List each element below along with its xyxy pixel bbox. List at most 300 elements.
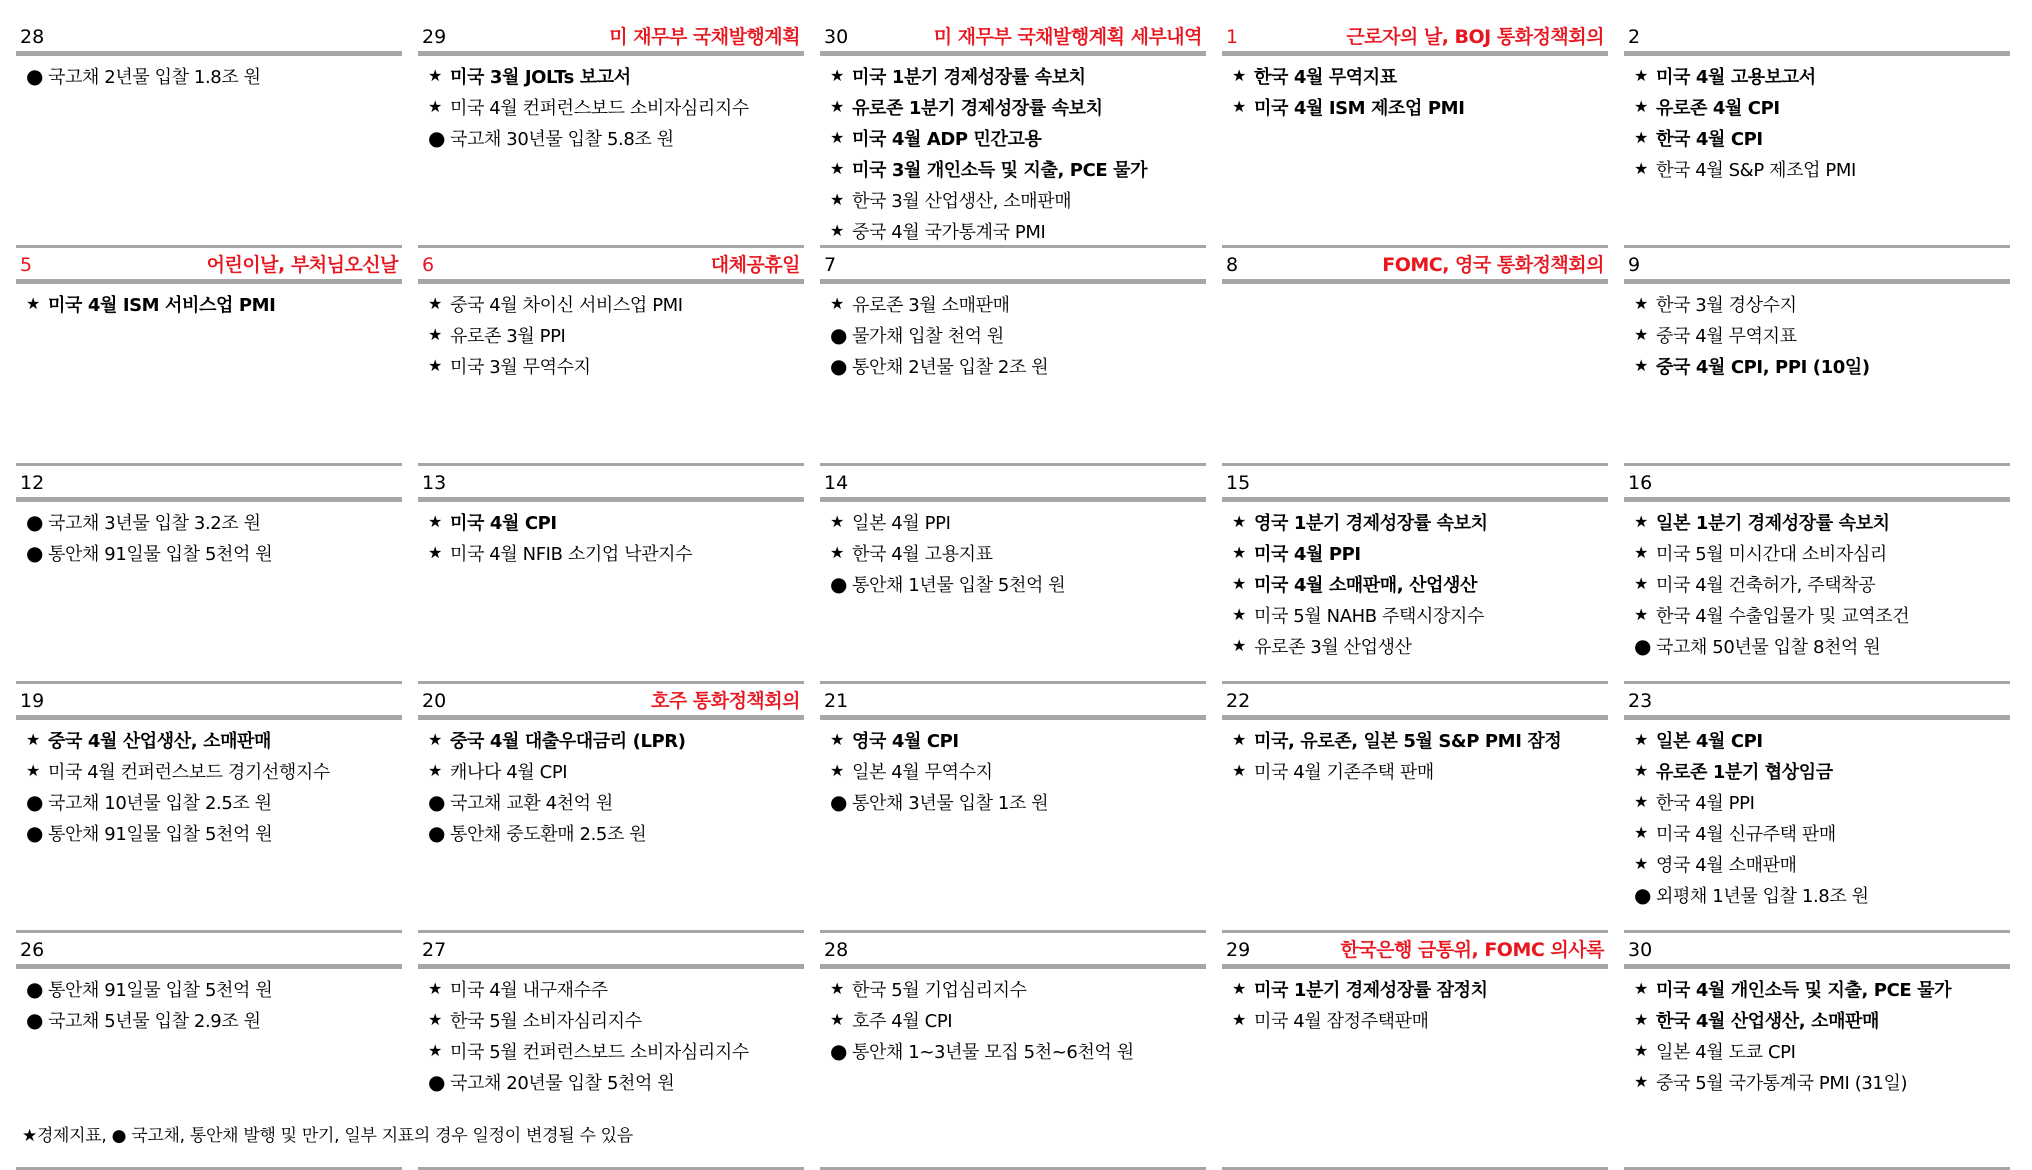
event-text: 영국 4월 소매판매 — [1656, 854, 1797, 876]
indicator-star-icon: ★ — [428, 512, 442, 531]
day-header — [418, 248, 804, 284]
event-item — [428, 288, 804, 319]
event-item — [830, 60, 1206, 91]
event-item — [830, 215, 1206, 246]
calendar-day-cell — [16, 20, 402, 248]
bond-dot-icon: ● — [26, 1007, 44, 1032]
event-item — [428, 60, 804, 91]
event-text: 중국 4월 산업생산, 소매판매 — [48, 730, 272, 752]
indicator-star-icon: ★ — [1232, 1010, 1246, 1029]
calendar-day-cell — [16, 466, 402, 684]
bond-dot-icon: ● — [26, 540, 44, 565]
event-item — [830, 755, 1206, 786]
event-item — [26, 817, 402, 848]
indicator-star-icon: ★ — [428, 1010, 442, 1029]
event-text: 미국 3월 JOLTs 보고서 — [450, 66, 631, 88]
day-header — [1624, 466, 2010, 502]
day-header — [820, 933, 1206, 969]
event-list — [1624, 969, 2010, 1097]
day-number: 12 — [20, 472, 45, 494]
day-header — [1624, 684, 2010, 720]
event-item — [830, 319, 1206, 350]
event-text: 미국 5월 컨퍼런스보드 소비자심리지수 — [450, 1041, 749, 1063]
indicator-star-icon: ★ — [830, 159, 844, 178]
indicator-star-icon: ★ — [428, 325, 442, 344]
day-number: 8 — [1226, 254, 1239, 276]
day-number: 28 — [20, 26, 45, 48]
indicator-star-icon: ★ — [830, 97, 844, 116]
indicator-star-icon: ★ — [830, 543, 844, 562]
event-text: 중국 4월 무역지표 — [1656, 325, 1797, 347]
event-item — [830, 568, 1206, 599]
event-text: 국고채 2년물 입찰 1.8조 원 — [48, 66, 261, 88]
event-item — [1634, 848, 2010, 879]
calendar-day-cell — [1624, 248, 2010, 466]
event-text: 미국 3월 개인소득 및 지출, PCE 물가 — [852, 159, 1148, 181]
calendar-day-cell — [418, 684, 804, 933]
event-text: 한국 4월 고용지표 — [852, 543, 993, 565]
event-text: 유로존 4월 CPI — [1656, 97, 1780, 119]
event-item — [428, 786, 804, 817]
calendar-day-cell — [1624, 933, 2010, 1170]
day-title: 한국은행 금통위, FOMC 의사록 — [1340, 939, 1604, 961]
indicator-star-icon: ★ — [830, 979, 844, 998]
day-number: 21 — [824, 690, 849, 712]
bond-dot-icon: ● — [830, 1038, 848, 1063]
bond-dot-icon: ● — [1634, 633, 1652, 658]
event-item — [830, 537, 1206, 568]
event-item — [428, 122, 804, 153]
event-item — [830, 153, 1206, 184]
day-title: 호주 통화정책회의 — [651, 690, 800, 712]
event-text: 일본 4월 도쿄 CPI — [1656, 1041, 1796, 1063]
day-header — [16, 466, 402, 502]
event-item — [428, 1066, 804, 1097]
event-text: 중국 4월 대출우대금리 (LPR) — [450, 730, 686, 752]
day-number: 28 — [824, 939, 849, 961]
day-number: 16 — [1628, 472, 1653, 494]
indicator-star-icon: ★ — [830, 730, 844, 749]
event-list — [1624, 284, 2010, 381]
bond-dot-icon: ● — [428, 125, 446, 150]
event-text: 한국 3월 산업생산, 소매판매 — [852, 190, 1072, 212]
day-number: 14 — [824, 472, 849, 494]
bond-dot-icon: ● — [830, 789, 848, 814]
event-text: 국고채 20년물 입찰 5천억 원 — [450, 1072, 675, 1094]
day-header — [1222, 933, 1608, 969]
bond-dot-icon: ● — [1634, 882, 1652, 907]
indicator-star-icon: ★ — [428, 761, 442, 780]
indicator-star-icon: ★ — [830, 128, 844, 147]
indicator-star-icon: ★ — [830, 221, 844, 240]
event-text: 미국 4월 건축허가, 주택착공 — [1656, 574, 1876, 596]
event-text: 한국 4월 CPI — [1656, 128, 1763, 150]
indicator-star-icon: ★ — [1634, 128, 1648, 147]
event-item — [830, 1004, 1206, 1035]
indicator-star-icon: ★ — [1634, 325, 1648, 344]
event-item — [428, 724, 804, 755]
day-title: 어린이날, 부처님오신날 — [206, 254, 398, 276]
day-number: 7 — [824, 254, 837, 276]
indicator-star-icon: ★ — [1634, 574, 1648, 593]
day-header — [820, 466, 1206, 502]
day-number: 13 — [422, 472, 447, 494]
calendar-day-cell — [1624, 20, 2010, 248]
day-number: 30 — [1628, 939, 1653, 961]
bond-dot-icon: ● — [26, 976, 44, 1001]
event-text: 통안채 91일물 입찰 5천억 원 — [48, 979, 273, 1001]
event-list — [16, 720, 402, 848]
indicator-star-icon: ★ — [1232, 66, 1246, 85]
day-header — [418, 20, 804, 56]
event-item — [1634, 817, 2010, 848]
indicator-star-icon: ★ — [26, 761, 40, 780]
day-header — [1222, 20, 1608, 56]
indicator-star-icon: ★ — [1634, 97, 1648, 116]
calendar-day-cell — [418, 466, 804, 684]
day-header — [16, 248, 402, 284]
event-text: 영국 4월 CPI — [852, 730, 959, 752]
event-item — [830, 1035, 1206, 1066]
event-text: 미국 4월 기존주택 판매 — [1254, 761, 1434, 783]
event-item — [830, 122, 1206, 153]
indicator-star-icon: ★ — [1232, 979, 1246, 998]
day-header — [16, 684, 402, 720]
event-item — [1634, 319, 2010, 350]
event-text: 중국 4월 국가통계국 PMI — [852, 221, 1046, 243]
calendar-day-cell — [1624, 466, 2010, 684]
event-list — [16, 969, 402, 1035]
event-item — [26, 786, 402, 817]
event-text: 한국 4월 수출입물가 및 교역조건 — [1656, 605, 1910, 627]
event-item — [1634, 786, 2010, 817]
day-header — [820, 684, 1206, 720]
event-item — [1634, 153, 2010, 184]
event-list — [1624, 502, 2010, 661]
event-text: 일본 4월 무역수지 — [852, 761, 993, 783]
indicator-star-icon: ★ — [1232, 761, 1246, 780]
indicator-star-icon: ★ — [1634, 761, 1648, 780]
indicator-star-icon: ★ — [428, 294, 442, 313]
calendar-day-cell — [820, 466, 1206, 684]
event-item — [1634, 60, 2010, 91]
indicator-star-icon: ★ — [830, 190, 844, 209]
indicator-star-icon: ★ — [1634, 605, 1648, 624]
event-item — [428, 91, 804, 122]
event-item — [1634, 973, 2010, 1004]
event-item — [1232, 506, 1608, 537]
indicator-star-icon: ★ — [428, 543, 442, 562]
event-item — [428, 973, 804, 1004]
indicator-star-icon: ★ — [1634, 1041, 1648, 1060]
event-list — [820, 969, 1206, 1066]
event-text: 미국 4월 NFIB 소기업 낙관지수 — [450, 543, 693, 565]
indicator-star-icon: ★ — [428, 1041, 442, 1060]
event-text: 중국 5월 국가통계국 PMI (31일) — [1656, 1072, 1908, 1094]
event-item — [428, 319, 804, 350]
day-header — [1624, 248, 2010, 284]
event-item — [830, 288, 1206, 319]
bond-dot-icon: ● — [830, 571, 848, 596]
event-item — [1232, 60, 1608, 91]
day-number: 23 — [1628, 690, 1653, 712]
indicator-star-icon: ★ — [830, 1010, 844, 1029]
event-text: 미국 4월 ISM 제조업 PMI — [1254, 97, 1465, 119]
event-list — [418, 720, 804, 848]
bond-dot-icon: ● — [26, 509, 44, 534]
calendar-day-cell — [1222, 933, 1608, 1170]
day-number: 26 — [20, 939, 45, 961]
event-item — [428, 817, 804, 848]
indicator-star-icon: ★ — [1232, 636, 1246, 655]
event-text: 미국 4월 신규주택 판매 — [1656, 823, 1836, 845]
day-header — [16, 933, 402, 969]
event-text: 미국 4월 ADP 민간고용 — [852, 128, 1042, 150]
event-text: 한국 4월 S&P 제조업 PMI — [1656, 159, 1856, 181]
indicator-star-icon: ★ — [830, 294, 844, 313]
event-item — [1232, 755, 1608, 786]
day-header — [1222, 248, 1608, 284]
calendar-day-cell — [1222, 466, 1608, 684]
calendar-day-cell — [418, 248, 804, 466]
event-text: 통안채 중도환매 2.5조 원 — [450, 823, 647, 845]
event-item — [1634, 1066, 2010, 1097]
event-text: 중국 4월 차이신 서비스업 PMI — [450, 294, 683, 316]
event-item — [26, 60, 402, 91]
indicator-star-icon: ★ — [830, 761, 844, 780]
day-number: 2 — [1628, 26, 1641, 48]
event-item — [1634, 91, 2010, 122]
event-text: 영국 1분기 경제성장률 속보치 — [1254, 512, 1488, 534]
indicator-star-icon: ★ — [1634, 792, 1648, 811]
calendar-day-cell — [1222, 248, 1608, 466]
indicator-star-icon: ★ — [1232, 605, 1246, 624]
event-text: 국고채 교환 4천억 원 — [450, 792, 613, 814]
event-item — [830, 350, 1206, 381]
indicator-star-icon: ★ — [1232, 512, 1246, 531]
event-text: 국고채 30년물 입찰 5.8조 원 — [450, 128, 674, 150]
event-item — [1634, 1035, 2010, 1066]
event-text: 국고채 3년물 입찰 3.2조 원 — [48, 512, 261, 534]
day-header — [418, 466, 804, 502]
event-text: 중국 4월 CPI, PPI (10일) — [1656, 356, 1870, 378]
event-text: 일본 1분기 경제성장률 속보치 — [1656, 512, 1890, 534]
indicator-star-icon: ★ — [1634, 730, 1648, 749]
indicator-star-icon: ★ — [1634, 66, 1648, 85]
event-text: 국고채 5년물 입찰 2.9조 원 — [48, 1010, 261, 1032]
event-text: 미국 4월 잠정주택판매 — [1254, 1010, 1429, 1032]
event-item — [1634, 350, 2010, 381]
indicator-star-icon: ★ — [1634, 823, 1648, 842]
indicator-star-icon: ★ — [1634, 854, 1648, 873]
event-item — [1634, 506, 2010, 537]
event-item — [26, 724, 402, 755]
event-text: 캐나다 4월 CPI — [450, 761, 568, 783]
event-item — [26, 506, 402, 537]
indicator-star-icon: ★ — [428, 730, 442, 749]
calendar-day-cell — [820, 248, 1206, 466]
day-number: 29 — [1226, 939, 1251, 961]
event-text: 한국 4월 산업생산, 소매판매 — [1656, 1010, 1880, 1032]
event-text: 한국 4월 무역지표 — [1254, 66, 1397, 88]
event-item — [830, 506, 1206, 537]
event-text: 미국 4월 개인소득 및 지출, PCE 물가 — [1656, 979, 1952, 1001]
event-list — [1222, 502, 1608, 661]
indicator-star-icon: ★ — [1232, 97, 1246, 116]
day-number: 15 — [1226, 472, 1251, 494]
event-text: 미국 1분기 경제성장률 잠정치 — [1254, 979, 1488, 1001]
day-number: 29 — [422, 26, 447, 48]
event-item — [428, 1035, 804, 1066]
event-item — [1634, 1004, 2010, 1035]
event-text: 일본 4월 PPI — [852, 512, 951, 534]
calendar-day-cell — [820, 20, 1206, 248]
indicator-star-icon: ★ — [1634, 1010, 1648, 1029]
day-header — [1624, 933, 2010, 969]
event-text: 호주 4월 CPI — [852, 1010, 953, 1032]
event-text: 유로존 3월 PPI — [450, 325, 566, 347]
event-item — [1232, 630, 1608, 661]
event-item — [428, 755, 804, 786]
bond-dot-icon: ● — [428, 820, 446, 845]
indicator-star-icon: ★ — [428, 979, 442, 998]
event-item — [830, 724, 1206, 755]
event-list — [16, 502, 402, 568]
event-item — [1634, 724, 2010, 755]
event-item — [26, 537, 402, 568]
event-text: 미국 1분기 경제성장률 속보치 — [852, 66, 1086, 88]
indicator-star-icon: ★ — [428, 356, 442, 375]
event-item — [830, 91, 1206, 122]
event-text: 일본 4월 CPI — [1656, 730, 1763, 752]
event-text: 통안채 91일물 입찰 5천억 원 — [48, 543, 273, 565]
event-text: 미국 3월 무역수지 — [450, 356, 591, 378]
event-text: 미국 5월 NAHB 주택시장지수 — [1254, 605, 1484, 627]
event-list — [1222, 284, 1608, 288]
event-text: 한국 5월 기업심리지수 — [852, 979, 1027, 1001]
day-title: 미 재무부 국채발행계획 세부내역 — [933, 26, 1202, 48]
day-header — [820, 20, 1206, 56]
indicator-star-icon: ★ — [428, 97, 442, 116]
day-header — [820, 248, 1206, 284]
event-list — [418, 284, 804, 381]
indicator-star-icon: ★ — [428, 66, 442, 85]
calendar-day-cell — [418, 20, 804, 248]
event-list — [820, 284, 1206, 381]
event-text: 유로존 3월 산업생산 — [1254, 636, 1412, 658]
event-list — [418, 56, 804, 153]
event-item — [1232, 973, 1608, 1004]
event-list — [418, 969, 804, 1097]
event-list — [1222, 56, 1608, 122]
event-list — [820, 720, 1206, 817]
event-item — [1232, 568, 1608, 599]
indicator-star-icon: ★ — [26, 730, 40, 749]
indicator-star-icon: ★ — [1232, 730, 1246, 749]
day-header — [1624, 20, 2010, 56]
bond-dot-icon: ● — [26, 820, 44, 845]
calendar-day-cell — [16, 248, 402, 466]
event-text: 유로존 3월 소매판매 — [852, 294, 1010, 316]
calendar-day-cell — [16, 684, 402, 933]
event-item — [428, 1004, 804, 1035]
event-item — [1634, 568, 2010, 599]
event-list — [820, 56, 1206, 246]
event-item — [830, 184, 1206, 215]
day-number: 30 — [824, 26, 849, 48]
event-list — [1624, 56, 2010, 184]
event-text: 국고채 10년물 입찰 2.5조 원 — [48, 792, 272, 814]
day-header — [418, 684, 804, 720]
calendar-day-cell — [1222, 684, 1608, 933]
event-item — [1232, 599, 1608, 630]
day-header — [16, 20, 402, 56]
event-text: 한국 4월 PPI — [1656, 792, 1755, 814]
indicator-star-icon: ★ — [26, 294, 40, 313]
indicator-star-icon: ★ — [830, 512, 844, 531]
indicator-star-icon: ★ — [1634, 294, 1648, 313]
day-number: 20 — [422, 690, 447, 712]
calendar-day-cell — [820, 684, 1206, 933]
event-item — [1634, 288, 2010, 319]
event-list — [1222, 969, 1608, 1035]
event-text: 국고채 50년물 입찰 8천억 원 — [1656, 636, 1881, 658]
event-text: 미국, 유로존, 일본 5월 S&P PMI 잠정 — [1254, 730, 1562, 752]
indicator-star-icon: ★ — [1232, 543, 1246, 562]
day-header — [1222, 466, 1608, 502]
indicator-star-icon: ★ — [1634, 512, 1648, 531]
event-item — [428, 537, 804, 568]
event-item — [428, 350, 804, 381]
event-item — [26, 973, 402, 1004]
event-list — [820, 502, 1206, 599]
day-number: 19 — [20, 690, 45, 712]
event-item — [26, 755, 402, 786]
event-item — [1634, 879, 2010, 910]
event-list — [16, 56, 402, 91]
event-item — [1634, 630, 2010, 661]
event-text: 미국 4월 컨퍼런스보드 경기선행지수 — [48, 761, 330, 783]
indicator-star-icon: ★ — [1634, 159, 1648, 178]
indicator-star-icon: ★ — [830, 66, 844, 85]
calendar-day-cell — [1624, 684, 2010, 933]
day-number: 5 — [20, 254, 33, 276]
event-list — [1624, 720, 2010, 910]
indicator-star-icon: ★ — [1634, 356, 1648, 375]
calendar-grid — [16, 20, 2011, 1170]
day-header — [1222, 684, 1608, 720]
event-item — [26, 288, 402, 319]
event-item — [26, 1004, 402, 1035]
event-item — [1232, 537, 1608, 568]
event-text: 미국 5월 미시간대 소비자심리 — [1656, 543, 1887, 565]
event-text: 미국 4월 ISM 서비스업 PMI — [48, 294, 276, 316]
day-number: 6 — [422, 254, 435, 276]
day-title: 근로자의 날, BOJ 통화정책회의 — [1346, 26, 1604, 48]
day-header — [418, 933, 804, 969]
event-text: 유로존 1분기 경제성장률 속보치 — [852, 97, 1103, 119]
event-item — [830, 786, 1206, 817]
event-item — [1232, 1004, 1608, 1035]
event-item — [1634, 599, 2010, 630]
indicator-star-icon: ★ — [1634, 543, 1648, 562]
bond-dot-icon: ● — [26, 63, 44, 88]
event-item — [1634, 755, 2010, 786]
event-item — [1634, 122, 2010, 153]
day-number: 9 — [1628, 254, 1641, 276]
event-text: 미국 4월 컨퍼런스보드 소비자심리지수 — [450, 97, 749, 119]
event-text: 통안채 3년물 입찰 1조 원 — [852, 792, 1049, 814]
